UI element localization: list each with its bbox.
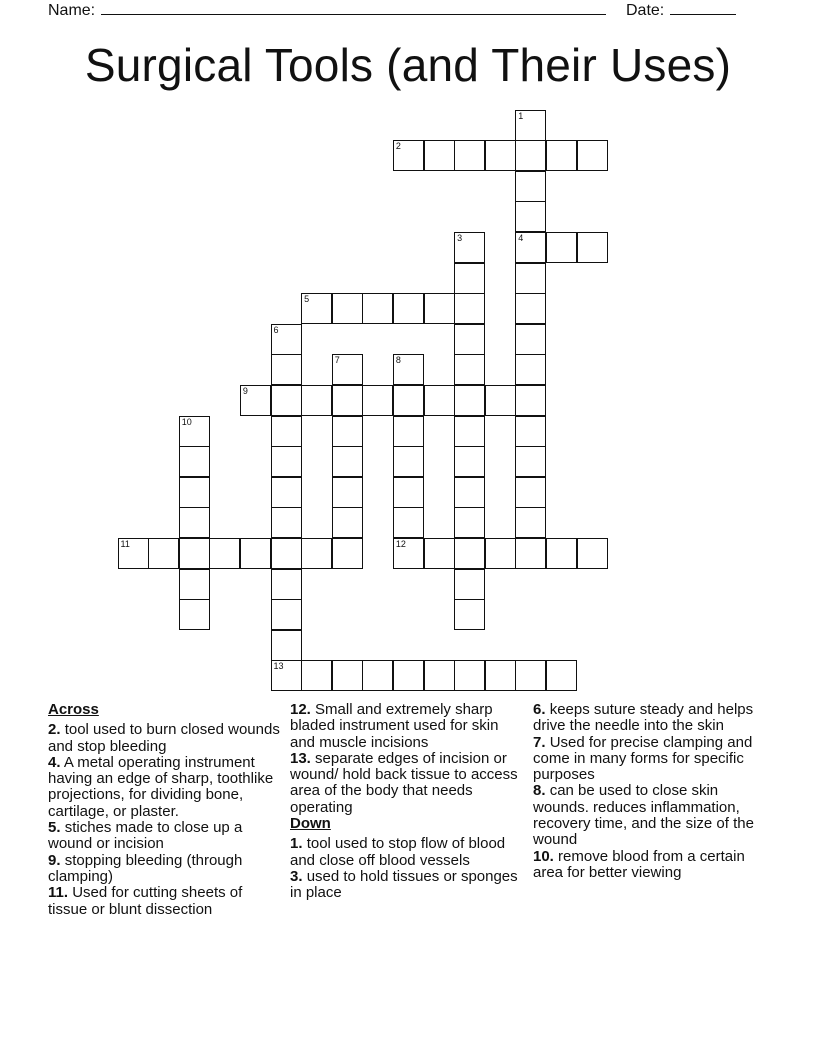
- grid-cell[interactable]: [454, 293, 485, 324]
- grid-cell[interactable]: [271, 660, 302, 691]
- grid-cell[interactable]: [271, 569, 302, 600]
- grid-cell[interactable]: [454, 140, 485, 171]
- grid-cell[interactable]: [577, 232, 608, 263]
- clue-number: 5: [304, 294, 310, 305]
- grid-cell[interactable]: [393, 293, 424, 324]
- grid-cell[interactable]: [577, 140, 608, 171]
- clues-column-2: [290, 702, 522, 902]
- grid-cell[interactable]: [332, 507, 363, 538]
- grid-cell[interactable]: [271, 354, 302, 385]
- grid-cell[interactable]: [454, 446, 485, 477]
- grid-cell[interactable]: [515, 263, 546, 294]
- grid-cell[interactable]: [271, 416, 302, 447]
- grid-cell[interactable]: [271, 385, 302, 416]
- grid-cell[interactable]: [454, 385, 485, 416]
- grid-cell[interactable]: [454, 232, 485, 263]
- grid-cell[interactable]: [179, 446, 210, 477]
- clue-down-8: 8. can be used to close skin wounds. reduces inflammation, recovery time, and the size of the wound: [533, 782, 754, 849]
- clue-across-9: 9. stopping bleeding (through clamping): [48, 851, 243, 885]
- grid-cell[interactable]: [301, 538, 332, 569]
- grid-cell[interactable]: [332, 385, 363, 416]
- grid-cell[interactable]: [332, 446, 363, 477]
- down-heading: Down: [290, 815, 331, 833]
- grid-cell[interactable]: [179, 416, 210, 447]
- clue-number: 1: [518, 110, 524, 121]
- grid-cell[interactable]: [424, 140, 455, 171]
- grid-cell[interactable]: [485, 538, 516, 569]
- grid-cell[interactable]: [515, 416, 546, 447]
- grid-cell[interactable]: [546, 660, 577, 691]
- grid-cell[interactable]: [271, 507, 302, 538]
- clue-number: 13: [273, 661, 284, 672]
- grid-cell[interactable]: [424, 538, 455, 569]
- grid-cell[interactable]: [301, 385, 332, 416]
- grid-cell[interactable]: [362, 660, 393, 691]
- grid-cell[interactable]: [515, 110, 546, 141]
- grid-cell[interactable]: [515, 324, 546, 355]
- name-label: Name:: [48, 2, 96, 19]
- clue-number: 11: [120, 538, 130, 549]
- clue-across-5: 5. stiches made to close up a wound or incision: [48, 819, 243, 853]
- grid-cell[interactable]: [179, 507, 210, 538]
- clue-number: 7: [334, 355, 340, 366]
- grid-cell[interactable]: [515, 293, 546, 324]
- grid-cell[interactable]: [454, 538, 485, 569]
- grid-cell[interactable]: [209, 538, 240, 569]
- grid-cell[interactable]: [179, 569, 210, 600]
- grid-cell[interactable]: [515, 201, 546, 232]
- clue-down-1: 1. tool used to stop flow of blood and close off blood vessels: [290, 835, 506, 869]
- grid-cell[interactable]: [424, 385, 455, 416]
- clue-number: 3: [457, 232, 463, 243]
- grid-cell[interactable]: [393, 538, 424, 569]
- clue-across-2: 2. tool used to burn closed wounds and stop bleeding: [48, 721, 280, 755]
- grid-cell[interactable]: [515, 446, 546, 477]
- grid-cell[interactable]: [515, 477, 546, 508]
- grid-cell[interactable]: [393, 446, 424, 477]
- grid-cell[interactable]: [332, 293, 363, 324]
- clue-number: 6: [273, 324, 279, 335]
- grid-cell[interactable]: [240, 538, 271, 569]
- grid-cell[interactable]: [179, 477, 210, 508]
- grid-cell[interactable]: [393, 416, 424, 447]
- clue-number: 2: [395, 141, 401, 152]
- clue-number: 12: [395, 538, 406, 549]
- across-heading: Across: [48, 701, 99, 718]
- grid-cell[interactable]: [454, 477, 485, 508]
- grid-cell[interactable]: [393, 385, 424, 416]
- clue-number: 8: [395, 355, 401, 366]
- grid-cell[interactable]: [271, 599, 302, 630]
- grid-cell[interactable]: [454, 507, 485, 538]
- clue-down-6: 6. keeps suture steady and helps drive the needle into the skin: [533, 701, 754, 735]
- grid-cell[interactable]: [118, 538, 149, 569]
- grid-cell[interactable]: [332, 416, 363, 447]
- grid-cell[interactable]: [515, 385, 546, 416]
- grid-cell[interactable]: [240, 385, 271, 416]
- grid-cell[interactable]: [515, 354, 546, 385]
- grid-cell[interactable]: [485, 385, 516, 416]
- grid-cell[interactable]: [271, 538, 302, 569]
- grid-cell[interactable]: [546, 140, 577, 171]
- clues-column-3: [533, 702, 765, 881]
- grid-cell[interactable]: [362, 385, 393, 416]
- grid-cell[interactable]: [454, 263, 485, 294]
- clues-column-1: [48, 702, 280, 918]
- grid-cell[interactable]: [577, 538, 608, 569]
- grid-cell[interactable]: [332, 354, 363, 385]
- grid-cell[interactable]: [271, 630, 302, 661]
- grid-cell[interactable]: [454, 569, 485, 600]
- grid-cell[interactable]: [454, 660, 485, 691]
- clue-down-10: 10. remove blood from a certain area for better viewing: [533, 847, 745, 881]
- clue-number: 9: [242, 385, 248, 396]
- grid-cell[interactable]: [148, 538, 179, 569]
- grid-cell[interactable]: [271, 446, 302, 477]
- grid-cell[interactable]: [362, 293, 393, 324]
- clue-across-12: 12. Small and extremely sharp bladed instrument used for skin and muscle incisions: [290, 701, 499, 751]
- page-title: Surgical Tools (and Their Uses): [84, 39, 732, 91]
- clue-down-3: 3. used to hold tissues or sponges in place: [290, 867, 518, 902]
- grid-cell[interactable]: [546, 538, 577, 569]
- grid-cell[interactable]: [271, 324, 302, 355]
- grid-cell[interactable]: [515, 140, 546, 171]
- grid-cell[interactable]: [332, 660, 363, 691]
- clue-across-13: 13. separate edges of incision or wound/ hold back tissue to access area of the body that needs operating: [290, 749, 518, 816]
- grid-cell[interactable]: [515, 171, 546, 202]
- grid-cell[interactable]: [546, 232, 577, 263]
- grid-cell[interactable]: [393, 660, 424, 691]
- grid-cell[interactable]: [393, 507, 424, 538]
- grid-cell[interactable]: [332, 477, 363, 508]
- grid-cell[interactable]: [515, 660, 546, 691]
- grid-cell[interactable]: [424, 293, 455, 324]
- clue-number: 10: [181, 416, 192, 427]
- grid-cell[interactable]: [332, 538, 363, 569]
- grid-cell[interactable]: [393, 140, 424, 171]
- grid-cell[interactable]: [485, 140, 516, 171]
- grid-cell[interactable]: [301, 293, 332, 324]
- grid-cell[interactable]: [179, 599, 210, 630]
- grid-cell[interactable]: [454, 599, 485, 630]
- grid-cell[interactable]: [393, 354, 424, 385]
- grid-cell[interactable]: [179, 538, 210, 569]
- date-label: Date:: [626, 2, 665, 19]
- grid-cell[interactable]: [485, 660, 516, 691]
- grid-cell[interactable]: [454, 324, 485, 355]
- clue-down-7: 7. Used for precise clamping and come in many forms for specific purposes: [533, 733, 753, 784]
- clue-number: 4: [518, 232, 524, 243]
- grid-cell[interactable]: [454, 354, 485, 385]
- grid-cell[interactable]: [424, 660, 455, 691]
- clue-across-11: 11. Used for cutting sheets of tissue or blunt dissection: [48, 884, 243, 918]
- grid-cell[interactable]: [515, 232, 546, 263]
- grid-cell[interactable]: [393, 477, 424, 508]
- grid-cell[interactable]: [515, 507, 546, 538]
- clue-across-4: 4. A metal operating instrument having an edge of sharp, toothlike projections, for dividing bone, cartilage, or plaster.: [48, 753, 274, 820]
- grid-cell[interactable]: [515, 538, 546, 569]
- grid-cell[interactable]: [454, 416, 485, 447]
- grid-cell[interactable]: [271, 477, 302, 508]
- grid-cell[interactable]: [301, 660, 332, 691]
